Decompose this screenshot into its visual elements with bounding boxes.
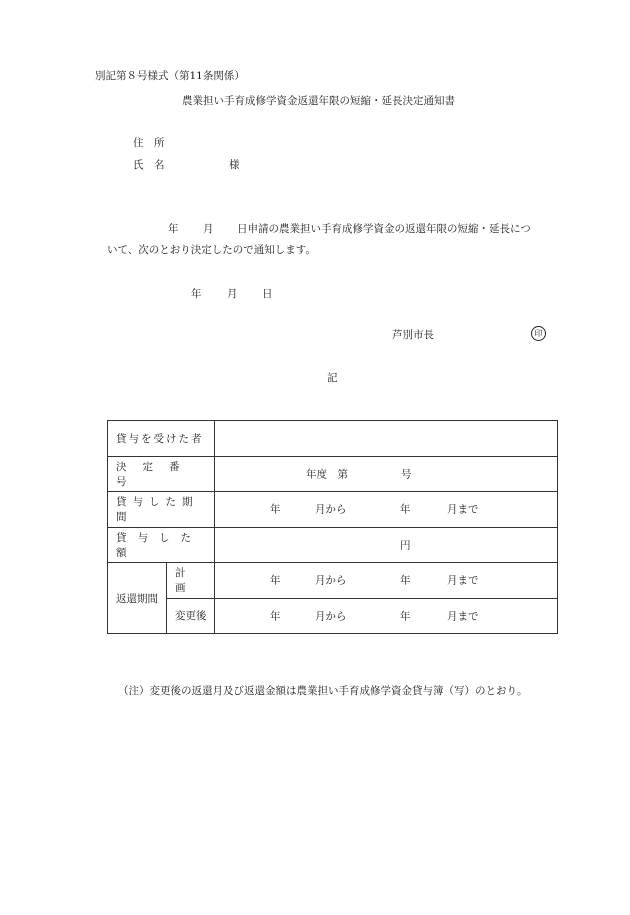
- period-year1: 年: [270, 503, 281, 516]
- document-title: 農業担い手育成修学資金返還年限の短縮・延長決定通知書: [182, 95, 455, 107]
- ki-heading: 記: [327, 372, 338, 384]
- row-decision: [108, 456, 558, 492]
- amount-label: 貸与した額: [108, 527, 215, 563]
- decision-value[interactable]: [215, 456, 558, 492]
- row-period: [108, 492, 558, 528]
- borrower-value[interactable]: [215, 421, 558, 457]
- after-month1: 月から: [315, 610, 347, 623]
- amount-yen: 円: [400, 539, 411, 552]
- amount-value[interactable]: [215, 527, 558, 563]
- honorific: 様: [229, 159, 240, 171]
- form-id: 別記第８号様式（第11条関係）: [95, 70, 245, 82]
- address-label: 住 所: [133, 137, 165, 149]
- body-line1: 日申請の農業担い手育成修学資金の返還年限の短縮・延長につ: [237, 223, 531, 235]
- body-month: 月: [203, 223, 214, 235]
- period-year2: 年: [400, 503, 411, 516]
- after-value[interactable]: [215, 598, 558, 634]
- name-label: 氏 名: [133, 159, 165, 171]
- body-line2: いて、次のとおり決定したので通知します。: [107, 244, 316, 256]
- plan-value[interactable]: [215, 563, 558, 599]
- body-year: 年: [168, 223, 179, 235]
- period-month2: 月まで: [447, 503, 479, 516]
- seal-label: 印: [534, 329, 543, 338]
- after-label: 変更後: [167, 598, 215, 634]
- return-period-label: 返還期間: [108, 563, 167, 634]
- row-amount: [108, 527, 558, 563]
- plan-year1: 年: [270, 574, 281, 587]
- plan-month1: 月から: [315, 574, 347, 587]
- decision-table: [107, 420, 558, 634]
- plan-year2: 年: [400, 574, 411, 587]
- issuer-title: 芦別市長: [392, 329, 434, 341]
- period-value[interactable]: [215, 492, 558, 528]
- row-return-plan: [108, 563, 558, 599]
- decision-label: 決定番号: [108, 456, 215, 492]
- seal-mark: [531, 326, 546, 341]
- row-return-after: [108, 598, 558, 634]
- borrower-label: 貸与を受けた者: [108, 421, 215, 457]
- row-borrower: [108, 421, 558, 457]
- period-label: 貸与した期間: [108, 492, 215, 528]
- after-month2: 月まで: [447, 610, 479, 623]
- decision-nendo: 年度 第: [306, 468, 348, 481]
- date-month: 月: [227, 288, 238, 300]
- plan-month2: 月まで: [447, 574, 479, 587]
- footnote: （注）変更後の返還月及び返還金額は農業担い手育成修学資金貸与簿（写）のとおり。: [118, 685, 528, 697]
- period-month1: 月から: [315, 503, 347, 516]
- decision-go: 号: [401, 468, 412, 481]
- after-year1: 年: [270, 610, 281, 623]
- date-day: 日: [262, 288, 273, 300]
- date-year: 年: [191, 288, 202, 300]
- after-year2: 年: [400, 610, 411, 623]
- plan-label: 計画: [167, 563, 215, 599]
